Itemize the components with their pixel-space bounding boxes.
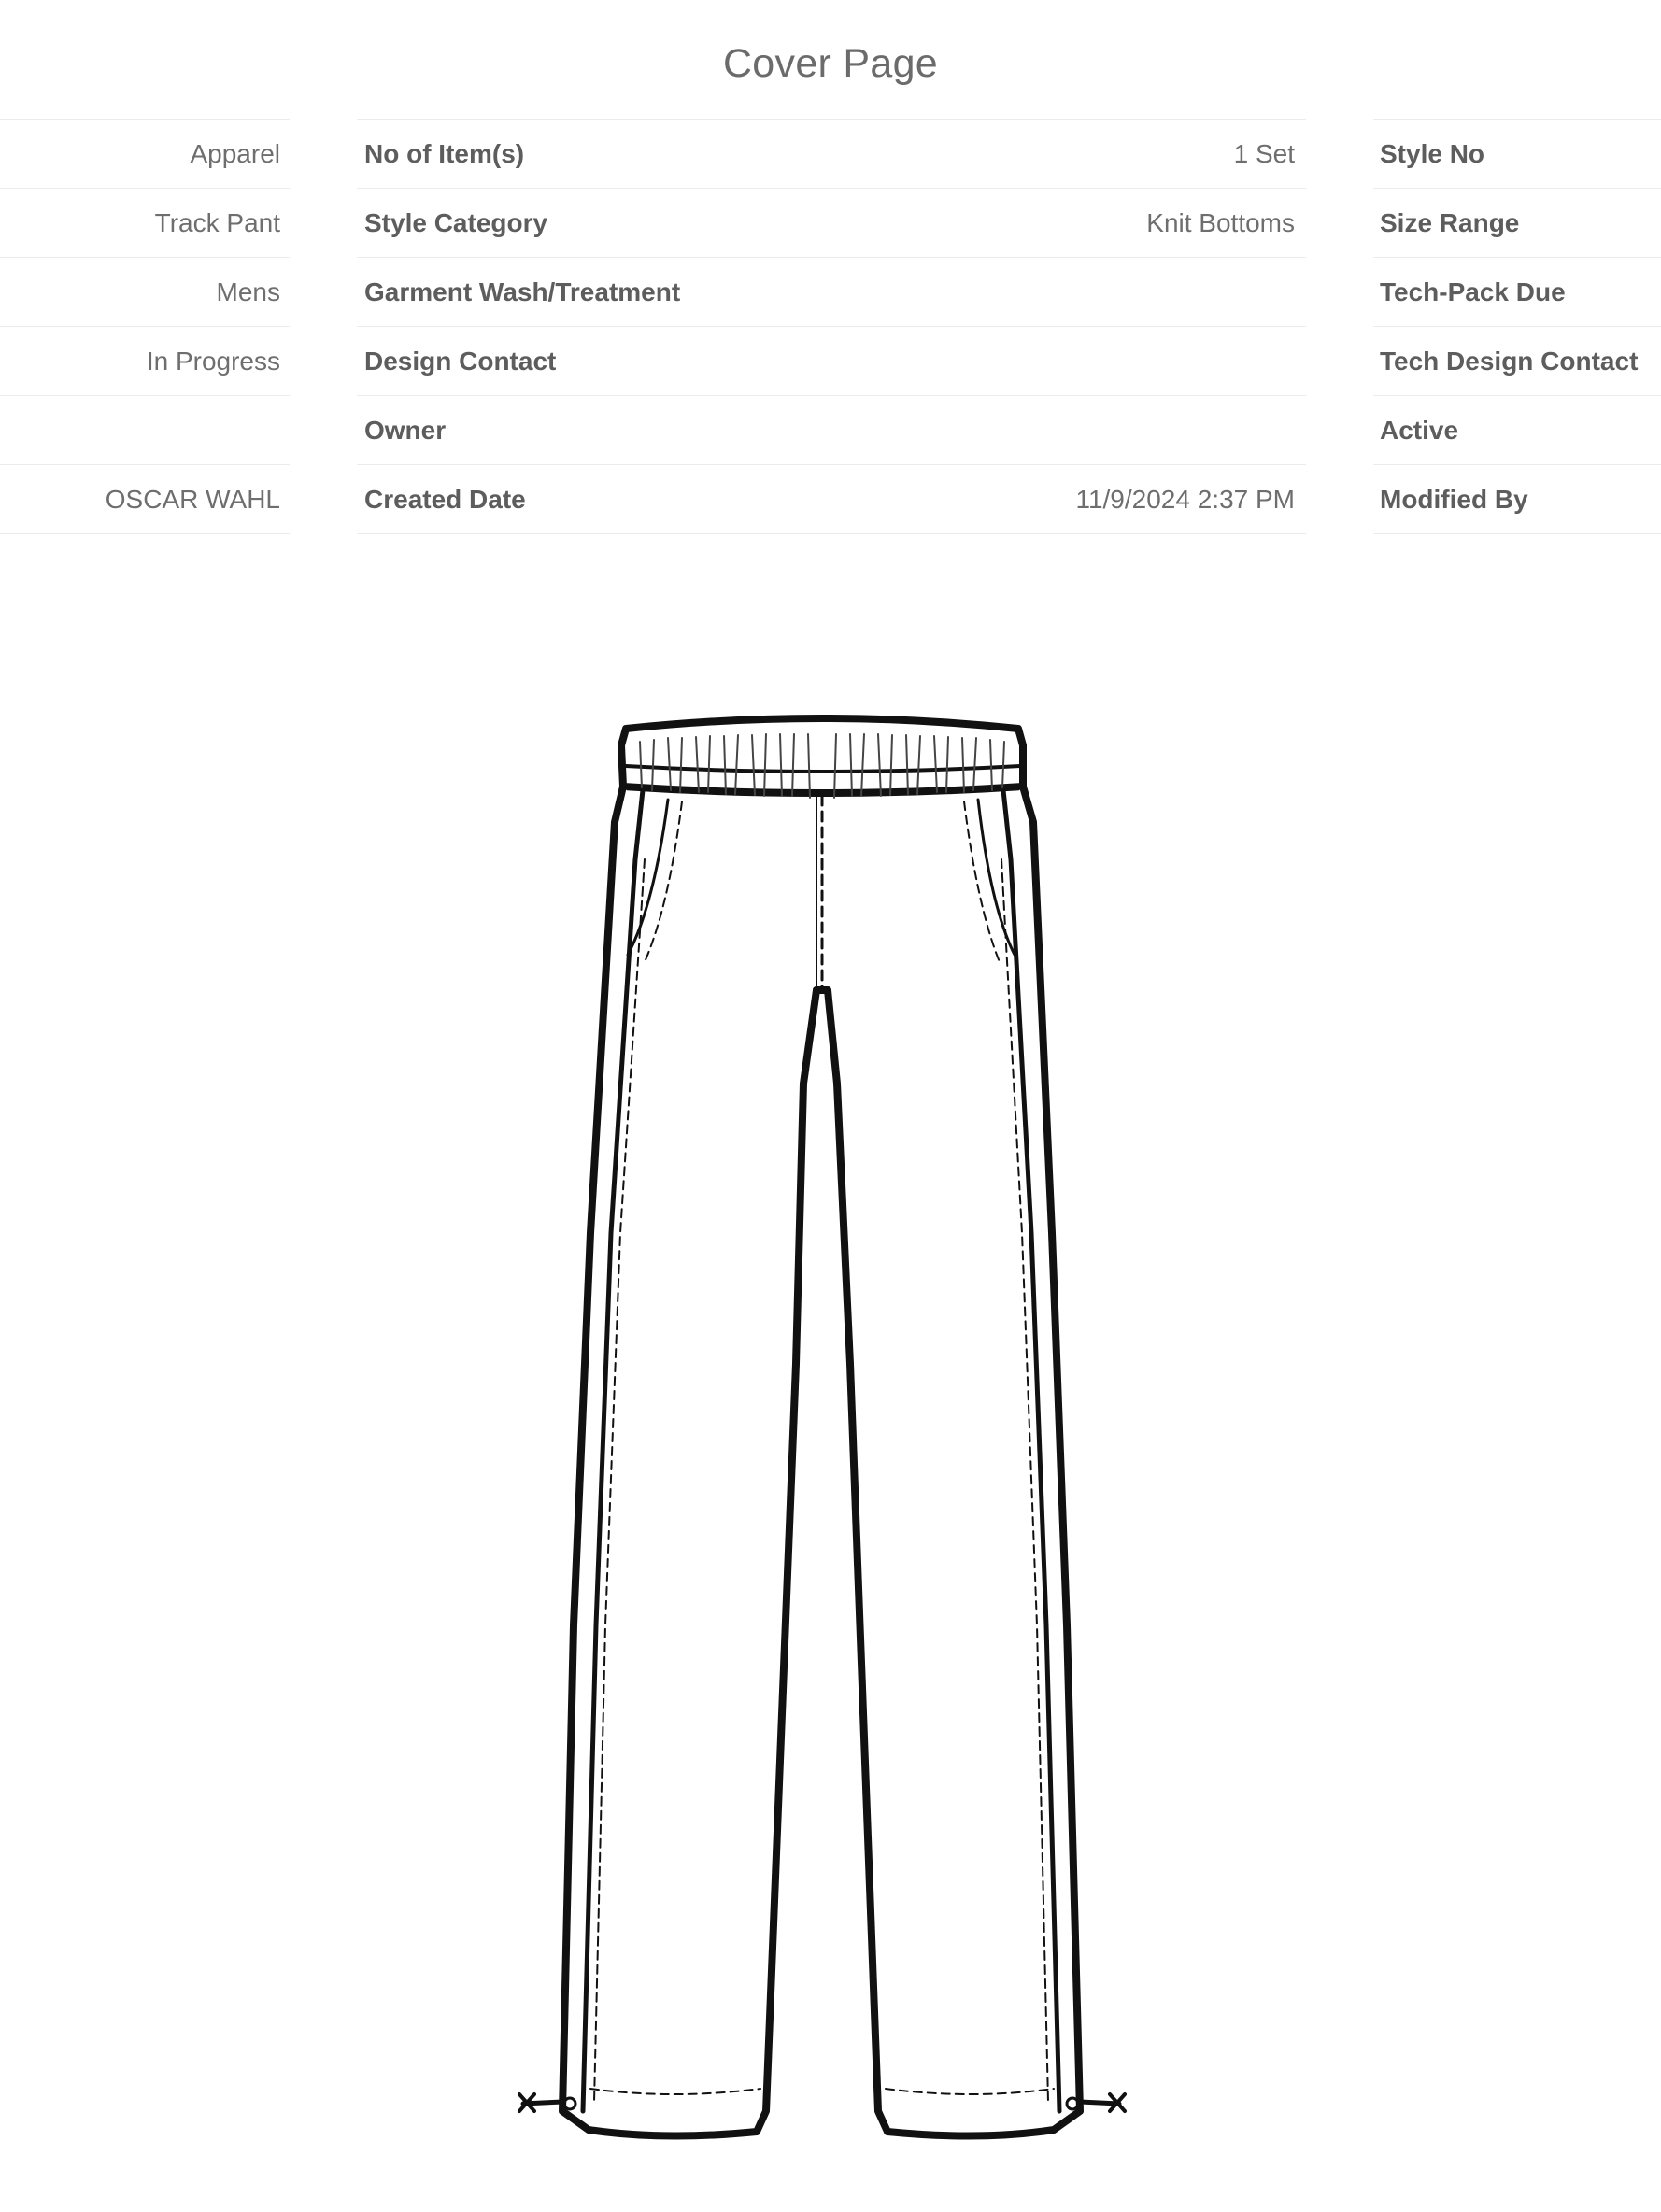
row-6-right-label: Modified By [1380,485,1528,514]
row-3-right-label: Tech-Pack Due [1380,277,1566,306]
row-1-left-value: Apparel [190,139,280,168]
row-1-mid-value: 1 Set [1233,139,1295,168]
row-4-mid-label: Design Contact [364,347,557,376]
row-5-mid-label: Owner [364,416,447,445]
row-4-left-value: In Progress [146,347,280,376]
row-3-left-value: Mens [216,277,280,306]
track-pant-sketch-icon [486,710,1158,2167]
row-3-mid-value [934,258,1295,327]
row-5-right-label: Active [1380,416,1459,445]
row-5-left-value [0,396,280,465]
row-6-mid-label: Created Date [364,485,526,514]
row-6-left-value: OSCAR WAHL [105,485,280,514]
row-5-mid-value [934,396,1295,465]
row-4-mid-value [934,327,1295,396]
row-4-right-label: Tech Design Contact [1380,347,1639,376]
row-2-mid-value: Knit Bottoms [1146,208,1295,237]
row-2-right-label: Size Range [1380,208,1520,237]
row-3-mid-label: Garment Wash/Treatment [364,277,681,306]
row-1-right-label: Style No [1380,139,1485,168]
row-2-left-value: Track Pant [154,208,280,237]
row-2-mid-label: Style Category [364,208,548,237]
row-1-mid-label: No of Item(s) [364,139,525,168]
row-6-mid-value: 11/9/2024 2:37 PM [1075,485,1295,514]
page-title: Cover Page [722,41,939,86]
